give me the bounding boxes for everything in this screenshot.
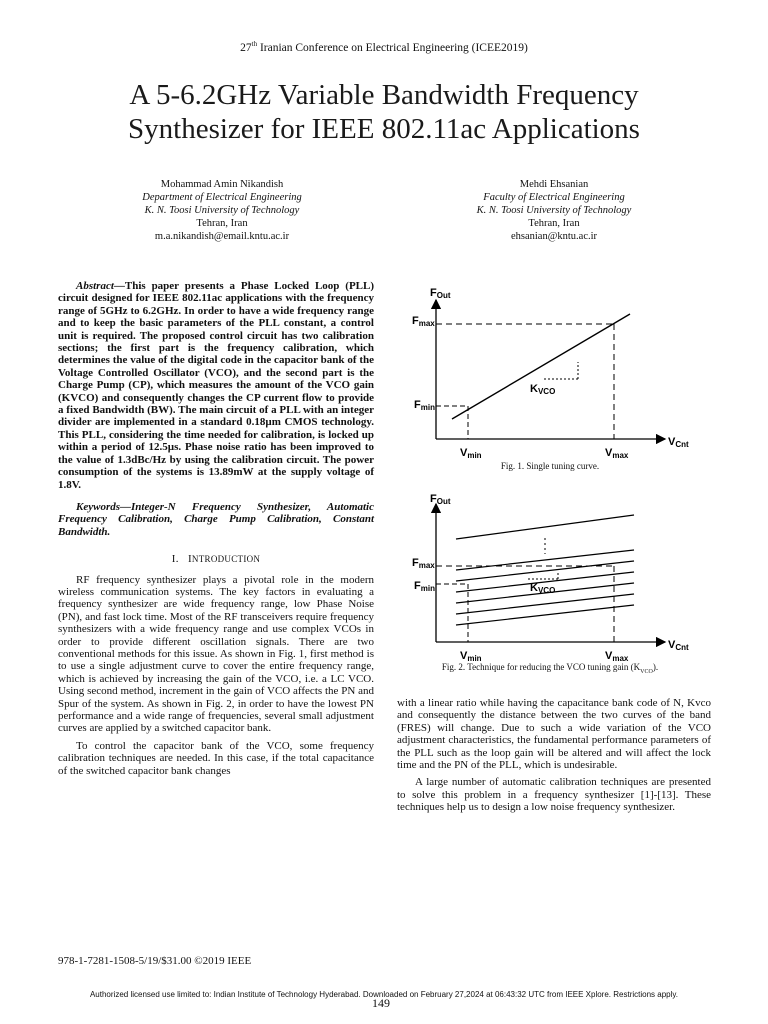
x-axis-label: VCnt	[668, 639, 689, 652]
paragraph: A large number of automatic calibration techniques are presented to solve this problem in a frequency synthesizer [1]-[13]. These techniques help us to design a low noise frequency synthesizer.	[397, 776, 711, 814]
author-email: ehsanian@kntu.ac.ir	[510, 231, 598, 242]
author-city: Tehran, Iran	[528, 218, 580, 229]
right-column	[397, 697, 711, 819]
figure-2-multiple-tuning-curves	[400, 490, 700, 665]
keywords: Keywords—Integer-N Frequency Synthesizer, Automatic Frequency Calibration, Charge Pump Calibration, Constant Bandwidth.	[58, 500, 374, 538]
tuning-curve	[456, 605, 634, 625]
left-column	[58, 280, 374, 782]
author-name: Mehdi Ehsanian	[519, 179, 589, 190]
paragraph: RF frequency synthesizer plays a pivotal role in the modern wireless communication systems. The key factors in evaluating a frequency synthesizer are wide frequency range, low Phase Noise (PN), and fast lock time. Most of the RF transceivers require frequency synthesizers with a wide frequency range and use complex VCOs in order to provide different oscillation signals. There are two conventional methods for this issue. As shown in Fig. 1, first method is to use a single adjustment curve to cover the entire frequency range, which is achieved by increasing the gain of the VCO, i.e. a LC VCO. Using second method, increment in the gain of VCO affects the PN and Spur of the system. As shown in Fig. 2, in order to have the lowest PN performance and a wide range of frequencies, several small adjustment curves are applied by a switched capacitor bank.	[58, 573, 374, 735]
vmin-label: Vmin	[460, 447, 482, 460]
figure-1-single-tuning-curve	[400, 282, 700, 462]
author-block-1	[92, 178, 352, 243]
vmin-label: Vmin	[460, 650, 482, 663]
figure-1-caption: Fig. 1. Single tuning curve.	[500, 461, 600, 471]
abstract: Abstract—This paper presents a Phase Locked Loop (PLL) circuit designed for IEEE 802.11ac applications with the frequency range of 5GHz to 6.2GHz. In order to have a wide frequency range and to keep the basic parameters of the PLL constant, a control unit is required. The proposed control circuit has two calibration sections; the first part is the frequency calibration, which determines the value of the digital code in the capacitor bank of the Voltage Controlled Oscillator (VCO), and the second part is the Charge Pump (CP), which measures the amount of the VCO gain (KVCO) and consequently changes the CP current flow to provide a fixed Bandwidth (BW). The main circuit of a PLL with an integer divider are implemented in a standard 0.18µm CMOS technology. This PLL, considering the time needed for calibration, is locked up within a period of 12.5µs. Phase noise ratio has been improved to the value of 1.3dBc/Hz by using the calibration circuit. The power consumption of the systems is 13.89mW at the supply voltage of 1.8V.	[58, 280, 374, 491]
kvco-label: KVCO	[530, 383, 556, 396]
kvco-label: KVCO	[530, 582, 556, 595]
author-university: K. N. Toosi University of Technology	[476, 205, 632, 216]
fmin-label: Fmin	[414, 399, 435, 412]
x-axis-label: VCnt	[668, 436, 689, 449]
fmin-label: Fmin	[414, 580, 435, 593]
fmax-label: Fmax	[412, 557, 435, 570]
paper-title: A 5-6.2GHz Variable Bandwidth Frequency Synthesizer for IEEE 802.11ac Applications	[128, 79, 640, 145]
tuning-curve	[456, 515, 634, 539]
author-city: Tehran, Iran	[196, 218, 248, 229]
conference-header: 27th Iranian Conference on Electrical Engineering (ICEE2019)	[240, 40, 528, 54]
fmax-label: Fmax	[412, 315, 435, 328]
author-department: Department of Electrical Engineering	[142, 192, 302, 203]
author-university: K. N. Toosi University of Technology	[144, 205, 300, 216]
figure-2-caption: Fig. 2. Technique for reducing the VCO tuning gain $(K_{VCO})$.	[441, 662, 659, 675]
tuning-curve	[456, 561, 634, 581]
tuning-curve	[452, 314, 630, 419]
y-axis-label: FOut	[430, 287, 451, 300]
page-number: 149	[372, 996, 390, 1010]
y-axis-label: FOut	[430, 493, 451, 506]
section-heading-introduction: I. INTRODUCTION	[171, 553, 261, 566]
author-block-2	[424, 178, 684, 243]
author-name: Mohammad Amin Nikandish	[160, 179, 284, 190]
authorized-use-notice: Authorized licensed use limited to: Indian Institute of Technology Hyderabad. Downloaded on February 27,2024 at 06:43:32 UTC from IEEE Xplore. Restrictions apply.	[89, 990, 679, 999]
vmax-label: Vmax	[605, 650, 629, 663]
vmax-label: Vmax	[605, 447, 629, 460]
author-department: Faculty of Electrical Engineering	[483, 192, 625, 203]
author-email: m.a.nikandish@email.kntu.ac.ir	[154, 231, 290, 242]
copyright-footer: 978-1-7281-1508-5/19/$31.00 ©2019 IEEE	[58, 955, 252, 967]
tuning-curve	[456, 594, 634, 614]
paragraph: To control the capacitor bank of the VCO, some frequency calibration techniques are needed. In this case, if the total capacitance of the switched capacitor bank changes	[58, 739, 374, 777]
paragraph: with a linear ratio while having the capacitance bank code of N, Kvco and consequently the distance between the two curves of the band (FRES) will change. Due to such a wide variation of the VCO adjustment characteristics, the fundamental performance parameters of the PLL such as the loop gain will be altered and will affect the lock time and the PN of the PLL, which is undesirable.	[397, 697, 711, 772]
